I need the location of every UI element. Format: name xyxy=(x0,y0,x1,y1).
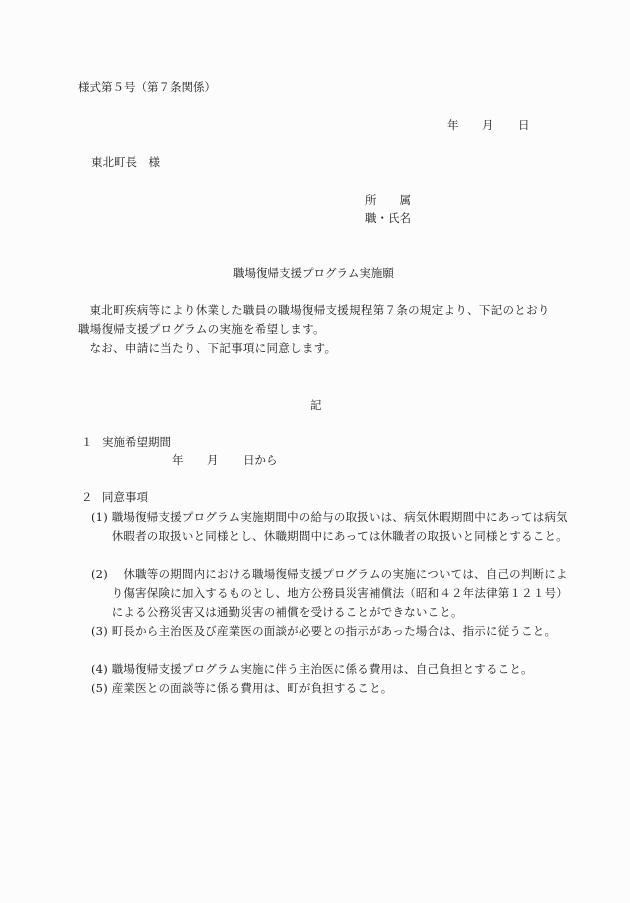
item-text: 職場復帰支援プログラム実施に伴う主治医に係る費用は、自己負担とすること。 xyxy=(111,662,533,676)
item-number: (5) xyxy=(91,681,108,695)
addressee: 東北町長 様 xyxy=(91,155,160,169)
consent-item-2 xyxy=(91,565,574,622)
section-1-number: １ xyxy=(81,435,93,449)
consent-item-5 xyxy=(91,679,574,698)
item-text: 産業医との面談等に係る費用は、町が負担すること。 xyxy=(111,681,393,695)
item-text: 町長から主治医及び産業医の面談が必要との指示があった場合は、指示に従うこと。 xyxy=(111,624,557,638)
name-label: 職・氏名 xyxy=(365,211,411,225)
ki-marker: 記 xyxy=(310,398,322,412)
body-paragraph-2: なお、申請に当たり、下記事項に同意します。 xyxy=(89,341,337,355)
start-year: 年 xyxy=(172,453,184,467)
item-text: 職場復帰支援プログラム実施期間中の給与の取扱いは、病気休暇期間中にあっては病気休暇者の取扱いと同様とし、休職期間中にあっては休職者の取扱いと同様とすること。 xyxy=(111,510,568,543)
consent-item-3 xyxy=(91,622,574,641)
item-number: (2) xyxy=(91,567,108,581)
date-month: 月 xyxy=(482,118,494,132)
item-text: 休職等の期間内における職場復帰支援プログラムの実施については、自己の判断により傷害保険に加入するものとし、地方公務員災害補償法（昭和４２年法律第１２１号）による公務災害又は通勤災害の補償を受けることができないこと。 xyxy=(111,567,568,619)
body-paragraph-1: 東北町疾病等により休業した職員の職場復帰支援規程第７条の規定より、下記のとおり職場復帰支援プログラムの実施を希望します。 xyxy=(78,303,550,336)
consent-item-1 xyxy=(91,508,574,546)
date-day: 日 xyxy=(518,118,530,132)
start-month: 月 xyxy=(207,453,219,467)
item-number: (3) xyxy=(91,624,108,638)
start-day: 日から xyxy=(243,453,278,467)
section-2-heading: 同意事項 xyxy=(102,490,148,504)
affiliation-label: 所 属 xyxy=(365,193,411,207)
item-number: (4) xyxy=(91,662,108,676)
section-1-heading: 実施希望期間 xyxy=(102,435,171,449)
form-number: 様式第５号（第７条関係） xyxy=(78,80,216,94)
consent-item-4 xyxy=(91,660,574,679)
document-title: 職場復帰支援プログラム実施願 xyxy=(233,266,394,280)
item-number: (1) xyxy=(91,510,108,524)
section-2-number: ２ xyxy=(81,490,93,504)
date-year: 年 xyxy=(447,118,459,132)
